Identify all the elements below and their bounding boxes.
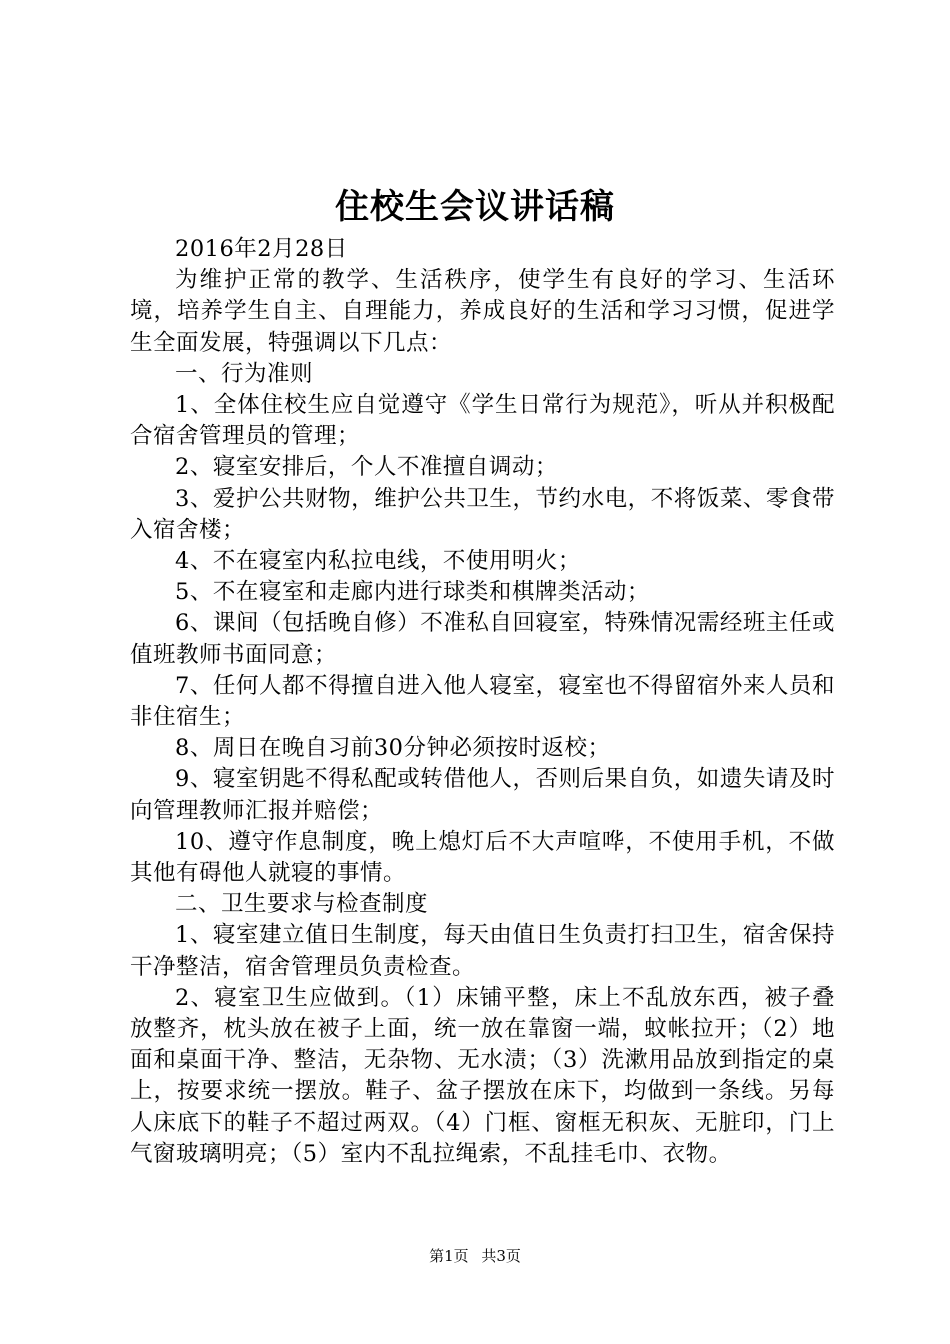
paragraph-intro: 为维护正常的教学、生活秩序，使学生有良好的学习、生活环境，培养学生自主、自理能力，养成良好的生活和学习习惯，促进学生全面发展，特强调以下几点： <box>130 267 835 356</box>
document-title: 住校生会议讲话稿 <box>335 187 615 227</box>
document-body <box>130 234 835 1170</box>
page-footer <box>0 1246 950 1266</box>
hygiene-item-2: 2、寝室卫生应做到。（1）床铺平整，床上不乱放东西，被子叠放整齐，枕头放在被子上面，统一放在靠窗一端，蚊帐拉开；（2）地面和桌面干净、整洁，无杂物、无水渍；（3）洗漱用品放到指定的桌上，按要求统一摆放。鞋子、盆子摆放在床下，均做到一条线。另每人床底下的鞋子不超过两双。（4）门框、窗框无积灰、无脏印，门上气窗玻璃明亮；（5）室内不乱拉绳索，不乱挂毛巾、衣物。 <box>130 984 835 1167</box>
document-date: 2016年2月28日 <box>175 236 348 262</box>
rule-item-1: 1、全体住校生应自觉遵守《学生日常行为规范》，听从并积极配合宿舍管理员的管理； <box>130 392 835 450</box>
rule-item-3: 3、爱护公共财物，维护公共卫生，节约水电，不将饭菜、零食带入宿舍楼； <box>130 485 835 543</box>
section-heading-conduct: 一、行为准则 <box>175 360 314 387</box>
rule-item-4: 4、不在寝室内私拉电线，不使用明火； <box>175 548 581 575</box>
rule-item-5: 5、不在寝室和走廊内进行球类和棋牌类活动； <box>175 579 650 606</box>
page-total: 共3页 <box>481 1247 521 1265</box>
section-heading-hygiene: 二、卫生要求与检查制度 <box>175 891 429 918</box>
rule-item-8: 8、周日在晚自习前30分钟必须按时返校； <box>175 735 611 762</box>
page-number: 第1页 <box>429 1247 469 1265</box>
rule-item-6: 6、课间（包括晚自修）不准私自回寝室，特殊情况需经班主任或值班教师书面同意； <box>130 610 835 668</box>
rule-item-2: 2、寝室安排后，个人不准擅自调动； <box>175 454 558 481</box>
hygiene-item-1: 1、寝室建立值日生制度，每天由值日生负责打扫卫生，宿舍保持干净整洁，宿舍管理员负责检查。 <box>130 922 835 980</box>
rule-item-10: 10、遵守作息制度，晚上熄灯后不大声喧哗，不使用手机，不做其他有碍他人就寝的事情。 <box>130 828 835 887</box>
rule-item-9: 9、寝室钥匙不得私配或转借他人，否则后果自负，如遗失请及时向管理教师汇报并赔偿； <box>130 766 835 824</box>
rule-item-7: 7、任何人都不得擅自进入他人寝室，寝室也不得留宿外来人员和非住宿生； <box>130 672 835 731</box>
